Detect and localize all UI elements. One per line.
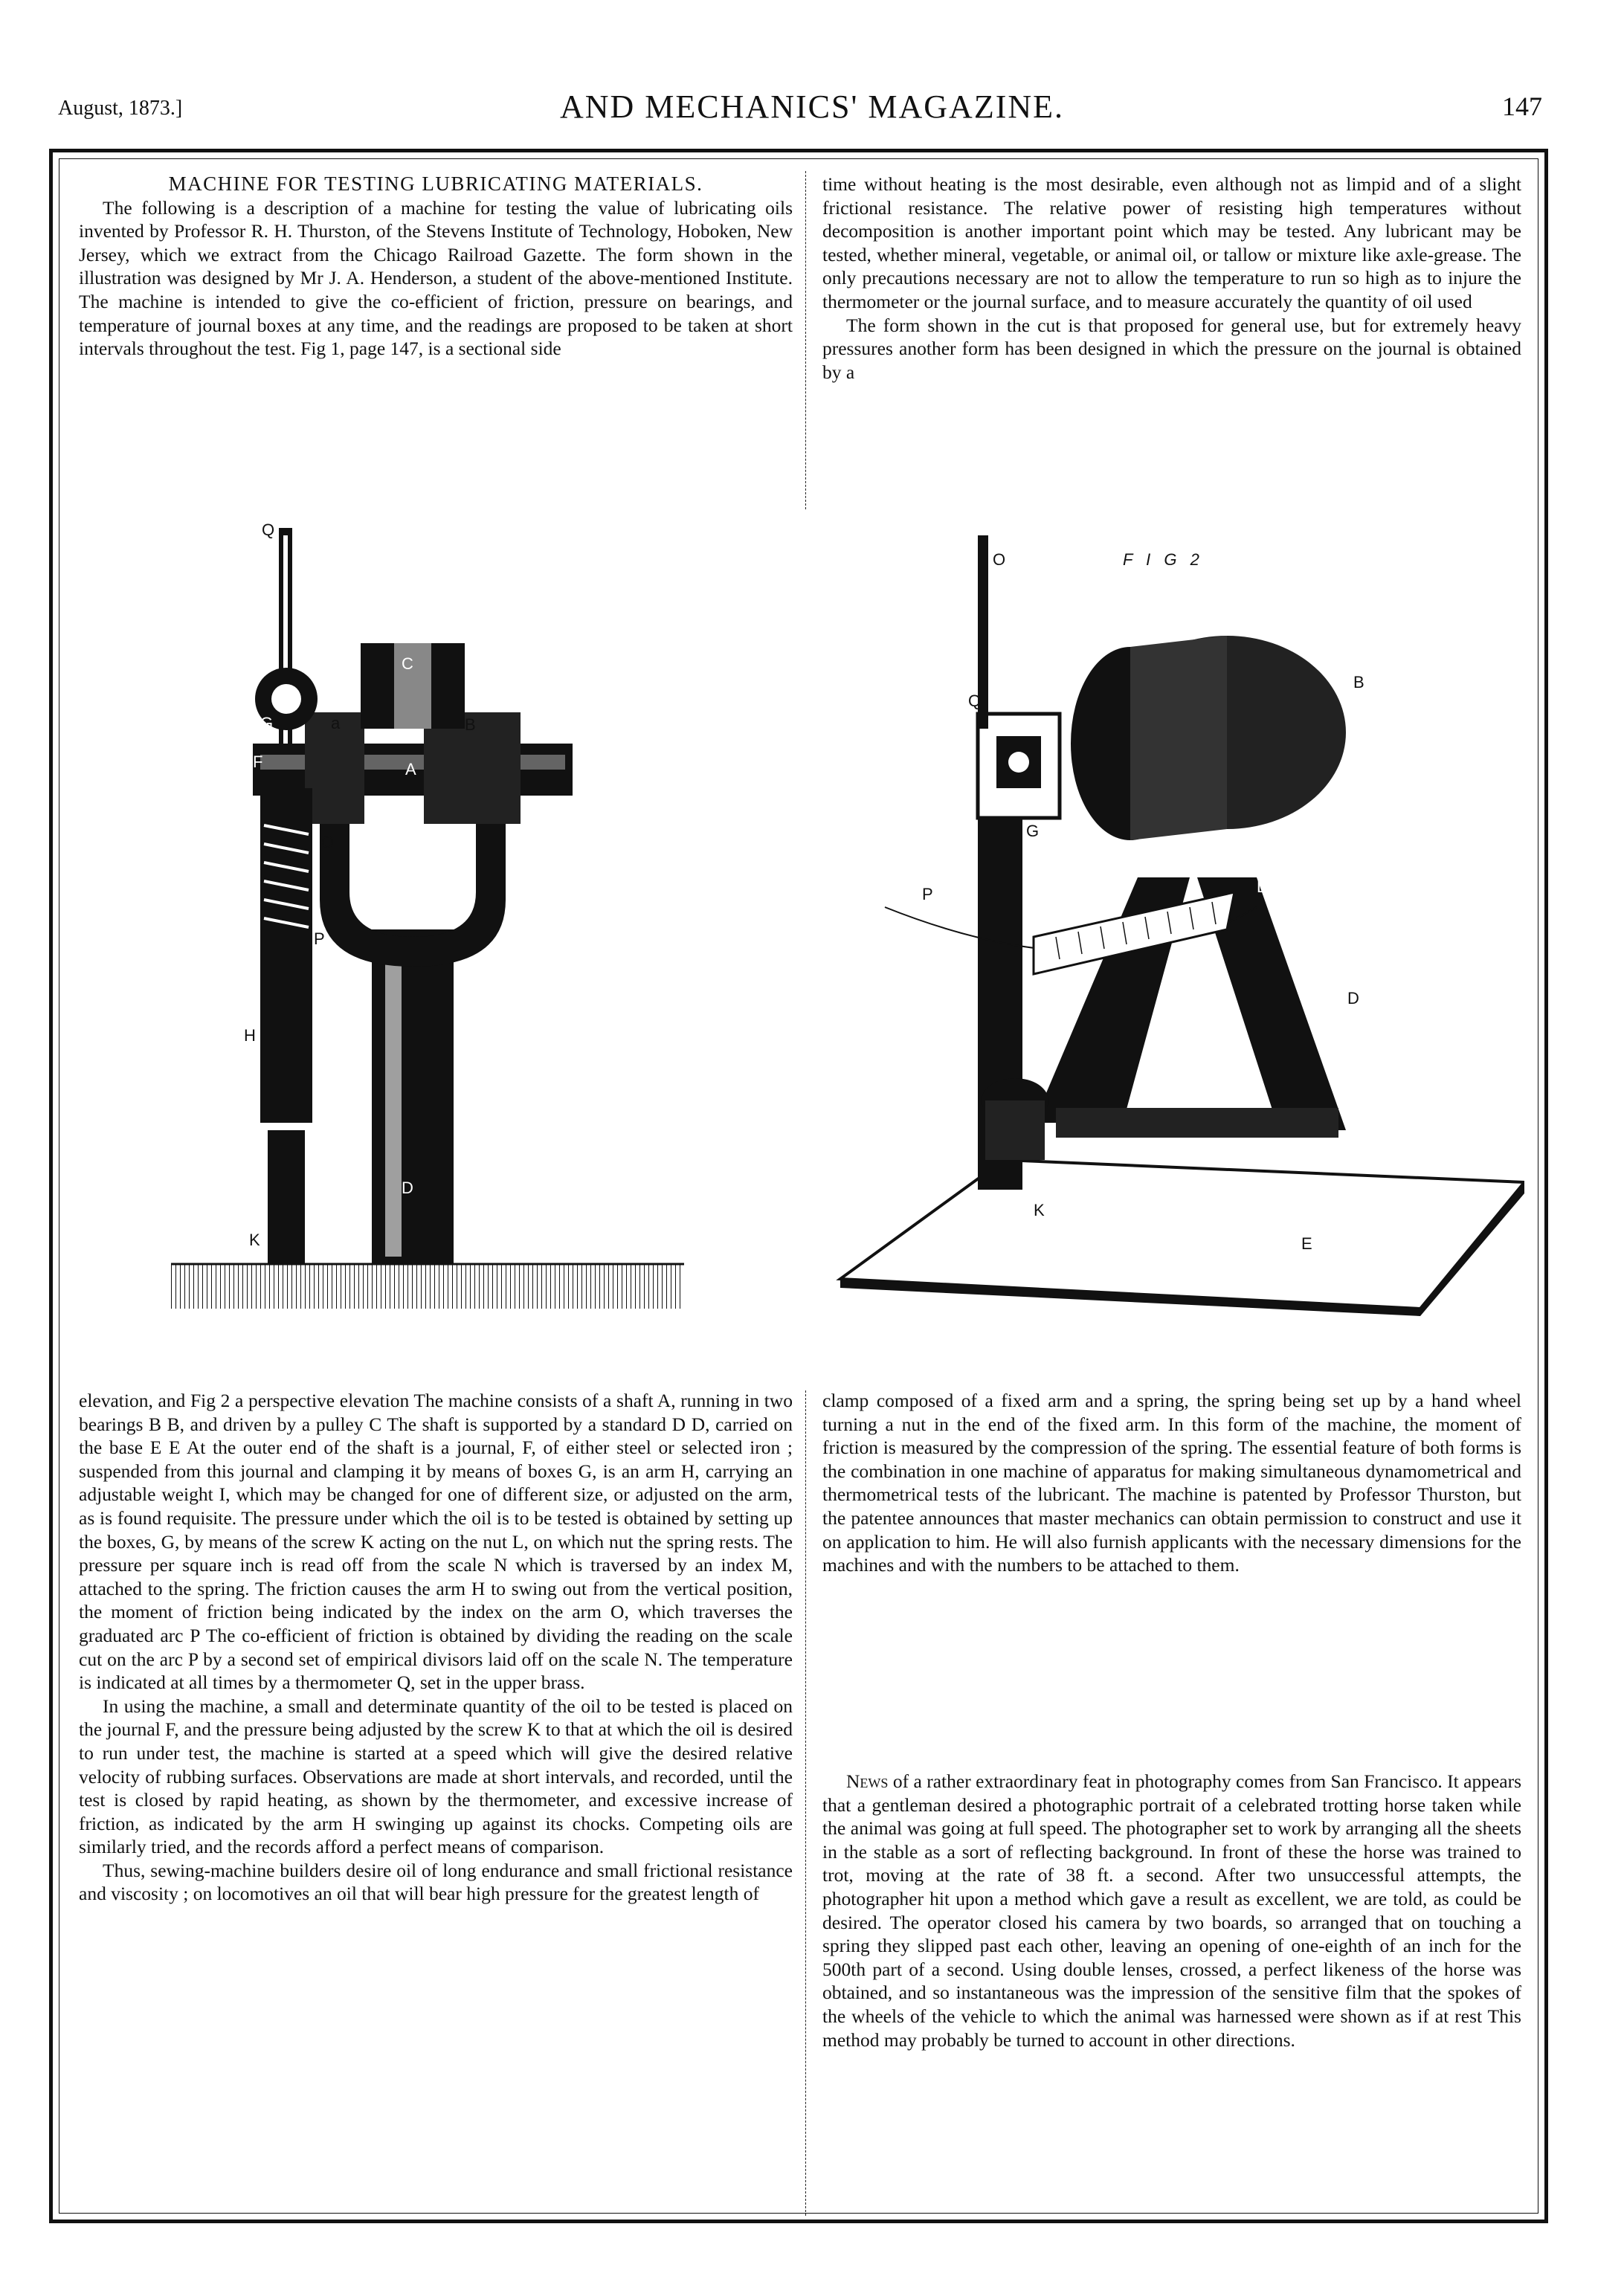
base-hatching — [171, 1264, 684, 1309]
news-text: of a rather extraordinary feat in photography comes from San Francisco. It appears that a gentleman desired a photographic portrait of a celebrated trotting horse taken while the animal was going at full speed. The photographer set to work by arranging all the sheets in the stable as a sort of reflecting background. In front of these the horse was trained to trot, moving at the rate of 38 ft. a second. After two unsuccessful attempts, the photographer hit upon a method which gave a result as excellent, we are told, as could be desired. The operator closed his camera by two boards, so arranged that on touching a spring they slipped past each other, leaving an opening of one-eighth of an inch for the 500th part of a second. Using double lenses, crossed, a perfect likeness of the horse was obtained, and so instantaneous was the impression of the sensitive film that the spokes of the wheels of the vehicle to which the animal was harnessed were shown as if at rest This method may probably be turned to account in other directions. — [822, 1770, 1522, 2051]
article-paragraph: The form shown in the cut is that proposed for general use, but for extremely heavy pressures another form has been designed in which the pressure on the journal is obtained by a — [822, 314, 1521, 383]
fig-label: P — [922, 885, 933, 903]
article-paragraph: time without heating is the most desirable, even although not as limpid and of a slight frictional resistance. The relative power of resisting high temperatures without decomposition is another important point which may be tested. Any lubricant may be tested, whether mineral, vegetable, or animal oil, or tallow or mixture like axle-grease. The only precautions necessary are not to allow the temperature to run so high as to injure the thermometer or the journal surface, and to measure accurately the quantity of oil used — [822, 173, 1521, 312]
article-title: MACHINE FOR TESTING LUBRICATING MATERIALS. — [168, 173, 703, 195]
fig-label: G — [1026, 822, 1040, 840]
fig-label: O — [321, 833, 335, 851]
fig-label: F — [253, 752, 263, 771]
article-paragraph: Thus, sewing-machine builders desire oil of long endurance and small frictional resistance and viscosity ; on locomotives an oil that will bear high pressure for the greatest length of — [79, 1859, 793, 1905]
fig-label: B — [1353, 673, 1364, 692]
article-paragraph: elevation, and Fig 2 a perspective elevation The machine consists of a shaft A, running in two bearings B B, and driven by a pulley C The shaft is supported by a standard D D, carried on the base E E At the outer end of the shaft is a journal, F, of either steel or selected iron ; suspended from this journal and clamping it by means of boxes G, is an arm H, carrying an adjustable weight I, which may be changed for one of different size, or adjusted on the arm, as is found requisite. The pressure under which the oil is to be tested is obtained by setting up the boxes, G, by means of the screw K acting on the nut L, on which nut the spring rests. The pressure per square inch is read off from the scale N which is traversed by an index M, attached to the spring. The friction causes the arm H to swing out from the vertical position, the moment of friction being indicated by the index on the arm O, which traverses the graduated arc P The co-efficient of friction is obtained by dividing the reading on the scale cut on the arc P by a second set of empirical divisors laid off on the scale N. The temperature is indicated at all times by a thermometer Q, set in the upper brass. — [79, 1390, 793, 1694]
fig-label: P — [314, 929, 325, 948]
fig-label: K — [249, 1231, 260, 1249]
figure-1-sectional-elevation — [149, 513, 714, 1316]
article-paragraph: clamp composed of a fixed arm and a spring, the spring being set up by a hand wheel turning a nut in the end of the fixed arm. In this form of the machine, the moment of friction is measured by the compression of the spring. The essential feature of both forms is the combination in one machine of apparatus for making simultaneous dynamometrical and thermometrical tests of the lubricant. The machine is patented by Professor Thurston, but the patentee announces that master mechanics can obtain permission to construct and use it on application to him. He will also furnish applicants with the necessary dimensions for the machines and with the numbers to be attached to them. — [822, 1390, 1521, 1576]
fig-label: a — [331, 714, 341, 732]
article-bottom-right — [822, 1389, 1521, 1577]
screw-k — [268, 1130, 305, 1264]
fig-label: D — [1257, 877, 1269, 896]
news-lead: News — [846, 1770, 889, 1792]
column-divider-bottom — [805, 1390, 806, 2216]
article-top-right — [822, 173, 1521, 384]
fig-label: Q — [968, 692, 982, 710]
page-number: 147 — [1502, 91, 1542, 121]
fig-label: Q — [262, 520, 275, 539]
fig-label: E — [1301, 1234, 1312, 1253]
column-divider-top — [805, 171, 806, 509]
fig-label: B — [465, 715, 476, 734]
magazine-title: AND MECHANICS' MAGAZINE. — [559, 88, 1065, 125]
fig-label: D — [1347, 989, 1359, 1008]
article-top-left — [79, 173, 793, 361]
fig-label: O — [993, 550, 1006, 569]
news-item — [822, 1770, 1521, 2051]
standard-d — [372, 929, 454, 1264]
fig-label: G — [260, 714, 274, 732]
fig-label: A — [405, 760, 416, 779]
article-bottom-left — [79, 1389, 793, 1906]
fig-label: K — [1034, 1201, 1045, 1219]
article-paragraph: The following is a description of a machine for testing the value of lubricating oils invented by Professor R. H. Thurston, of the Stevens Institute of Technology, Hoboken, New Jersey, which we extract from the Chicago Railroad Gazette. The form shown in the illustration was designed by Mr J. A. Henderson, a student of the above-mentioned Institute. The machine is intended to give the co-efficient of friction, pressure on bearings, and temperature of journal boxes at any time, and the readings are proposed to be taken at short intervals throughout the test. Fig 1, page 147, is a sectional side — [79, 196, 793, 360]
issue-date: August, 1873.] — [58, 97, 183, 120]
page-header — [0, 88, 1624, 132]
fig-2-title: F I G 2 — [1123, 550, 1204, 569]
fig-label: C — [402, 654, 413, 673]
fig-label: D — [402, 1179, 413, 1197]
fig-label: H — [244, 1026, 256, 1045]
article-paragraph: In using the machine, a small and determinate quantity of the oil to be tested is placed on the journal F, and the pressure being adjusted by the screw K to that at which the oil is desired to run under test, the machine is started at a speed which will give the desired relative velocity of rubbing surfaces. Observations are made at short intervals, and recorded, until the test is closed by rapid heating, as shown by the thermometer, and excessive increase of friction, as indicated by the arm H swinging up against its chocks. Competing oils are similarly tried, and the records afford a perfect means of comparison. — [79, 1695, 793, 1858]
figure-2-perspective-elevation — [811, 520, 1524, 1316]
arm-h — [260, 788, 312, 1123]
